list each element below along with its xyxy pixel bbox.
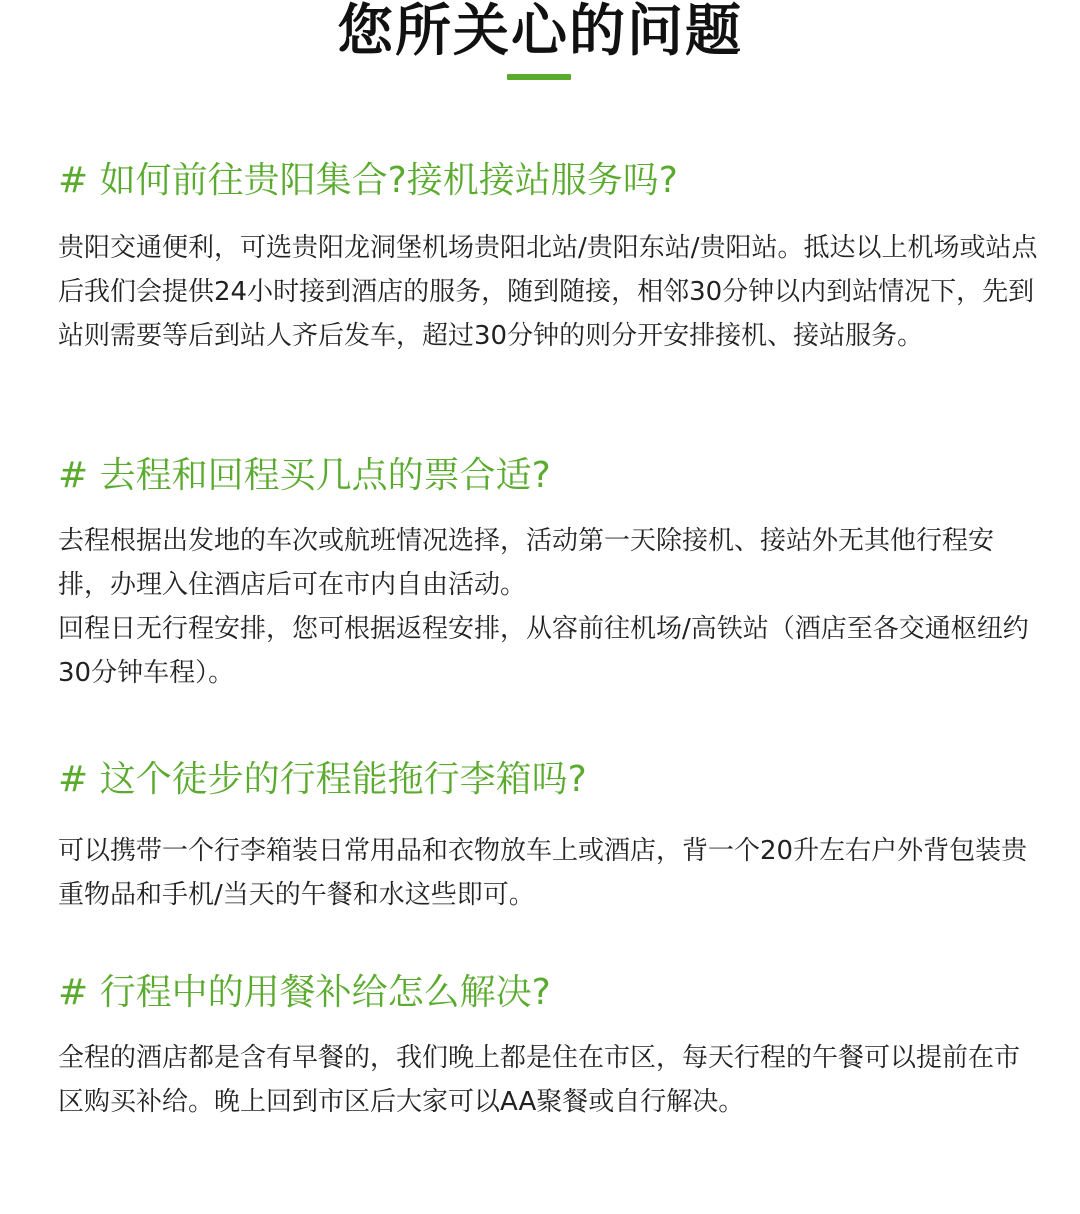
faq-answer-paragraph: 全程的酒店都是含有早餐的，我们晚上都是住在市区，每天行程的午餐可以提前在市区购买补给。晚上回到市区后大家可以AA聚餐或自行解决。 [58, 1043, 1021, 1117]
faq-question: # 这个徒步的行程能拖行李箱吗? [58, 759, 587, 800]
faq-answer-paragraph: 可以携带一个行李箱装日常用品和衣物放车上或酒店，背一个20升左右户外背包装贵重物品和手机/当天的午餐和水这些即可。 [58, 836, 1028, 910]
faq-question: # 如何前往贵阳集合?接机接站服务吗? [58, 160, 678, 201]
faq-answer-paragraph: 贵阳交通便利，可选贵阳龙洞堡机场贵阳北站/贵阳东站/贵阳站。抵达以上机场或站点后我们会提供24小时接到酒店的服务，随到随接，相邻30分钟以内到站情况下，先到站则需要等后到站人齐后发车，超过30分钟的则分开安排接机、接站服务。 [58, 233, 1038, 351]
faq-item-luggage [58, 757, 1038, 917]
faq-question: # 行程中的用餐补给怎么解决? [58, 972, 551, 1013]
faq-item-airport-pickup [58, 158, 1038, 358]
faq-answer [58, 519, 1038, 695]
faq-answer [58, 1036, 1038, 1124]
faq-answer-paragraph: 回程日无行程安排，您可根据返程安排，从容前往机场/高铁站（酒店至各交通枢纽约30分钟车程）。 [58, 614, 1029, 688]
faq-question: # 去程和回程买几点的票合适? [58, 455, 551, 496]
faq-answer [58, 226, 1038, 358]
page-title: 您所关心的问题 [337, 0, 743, 64]
title-underline [507, 74, 571, 80]
faq-item-meals [58, 970, 1038, 1124]
faq-answer [58, 829, 1038, 917]
faq-answer-paragraph: 去程根据出发地的车次或航班情况选择，活动第一天除接机、接站外无其他行程安排，办理入住酒店后可在市内自由活动。 [58, 526, 995, 600]
faq-item-ticket-time [58, 453, 1038, 695]
